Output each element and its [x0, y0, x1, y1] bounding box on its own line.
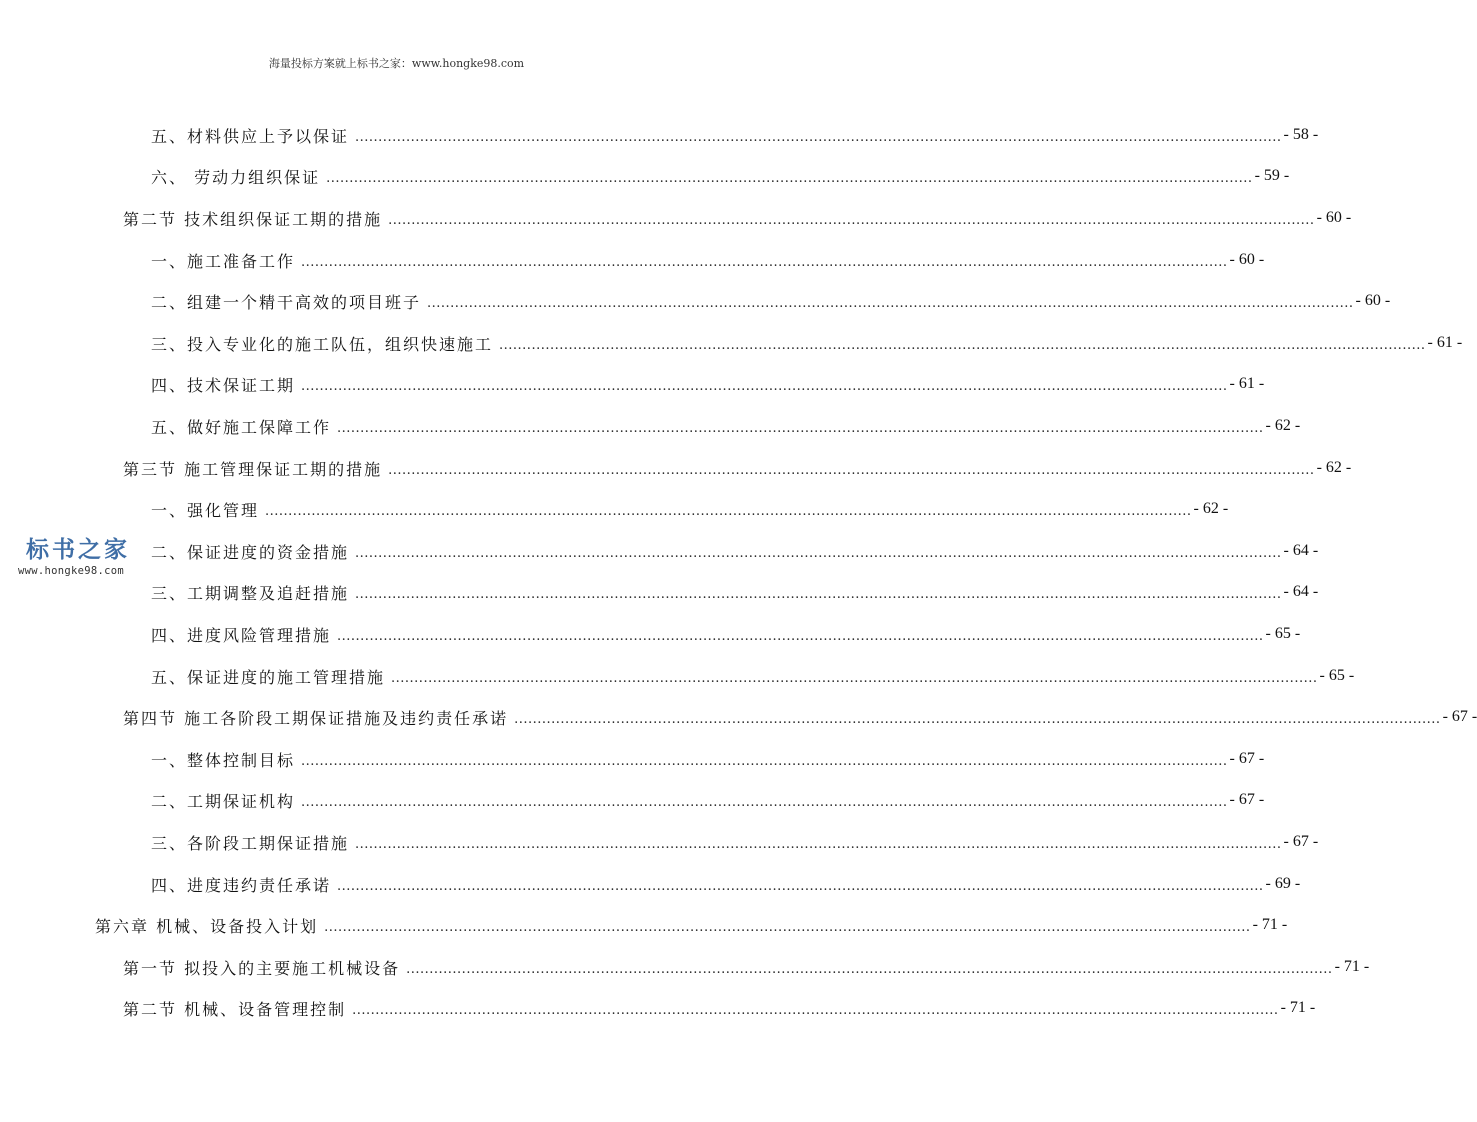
toc-leader-dots: ........................................................................................................................................................................................................	[355, 129, 1282, 145]
toc-entry[interactable]	[123, 993, 1316, 1023]
toc-leader-dots: ........................................................................................................................................................................................................	[391, 670, 1318, 686]
toc-entry[interactable]	[151, 619, 1301, 649]
toc-leader-dots: ........................................................................................................................................................................................................	[352, 1002, 1279, 1018]
toc-entry[interactable]	[151, 120, 1319, 150]
toc-entry[interactable]	[123, 702, 1477, 732]
toc-entry-label: 五、做好施工保障工作	[151, 417, 332, 437]
toc-entry[interactable]	[151, 827, 1319, 857]
toc-page-number: - 61 -	[1229, 375, 1265, 392]
toc-entry-label: 一、施工准备工作	[151, 251, 296, 271]
toc-entry-label: 六、 劳动力组织保证	[151, 167, 321, 187]
toc-leader-dots: ........................................................................................................................................................................................................	[514, 711, 1441, 727]
toc-leader-dots: ........................................................................................................................................................................................................	[337, 878, 1264, 894]
toc-leader-dots: ........................................................................................................................................................................................................	[406, 961, 1333, 977]
toc-leader-dots: ........................................................................................................................................................................................................	[301, 794, 1228, 810]
toc-entry-label: 第三节 施工管理保证工期的措施	[123, 459, 383, 479]
toc-page-number: - 62 -	[1265, 417, 1301, 434]
toc-entry[interactable]	[151, 785, 1265, 815]
toc-leader-dots: ........................................................................................................................................................................................................	[301, 753, 1228, 769]
toc-leader-dots: ........................................................................................................................................................................................................	[324, 919, 1251, 935]
toc-entry-label: 三、各阶段工期保证措施	[151, 833, 350, 853]
toc-entry[interactable]	[151, 869, 1301, 899]
toc-entry-label: 一、整体控制目标	[151, 750, 296, 770]
toc-entry-label: 三、投入专业化的施工队伍，组织快速施工	[151, 334, 494, 354]
toc-entry-label: 五、材料供应上予以保证	[151, 126, 350, 146]
toc-entry-label: 第四节 施工各阶段工期保证措施及违约责任承诺	[123, 708, 509, 728]
toc-page-number: - 64 -	[1283, 583, 1319, 600]
toc-entry[interactable]	[123, 952, 1370, 982]
toc-entry-label: 二、组建一个精干高效的项目班子	[151, 292, 422, 312]
toc-page-number: - 67 -	[1442, 708, 1477, 725]
toc-entry[interactable]	[151, 245, 1265, 275]
toc-entry[interactable]	[151, 286, 1391, 316]
toc-page-number: - 65 -	[1265, 625, 1301, 642]
toc-entry[interactable]	[151, 494, 1229, 524]
toc-page-number: - 62 -	[1316, 459, 1352, 476]
toc-entry-label: 四、进度违约责任承诺	[151, 875, 332, 895]
watermark-url: www.hongke98.com	[18, 565, 124, 577]
toc-page-number: - 60 -	[1229, 251, 1265, 268]
toc-entry-label: 三、工期调整及追赶措施	[151, 583, 350, 603]
toc-page-number: - 59 -	[1254, 167, 1290, 184]
toc-entry[interactable]	[95, 910, 1288, 940]
toc-leader-dots: ........................................................................................................................................................................................................	[301, 254, 1228, 270]
toc-entry[interactable]	[151, 536, 1319, 566]
toc-page-number: - 61 -	[1427, 334, 1463, 351]
toc-entry-label: 二、保证进度的资金措施	[151, 542, 350, 562]
toc-leader-dots: ........................................................................................................................................................................................................	[499, 337, 1426, 353]
toc-entry[interactable]	[151, 328, 1463, 358]
toc-page-number: - 62 -	[1193, 500, 1229, 517]
toc-leader-dots: ........................................................................................................................................................................................................	[355, 545, 1282, 561]
toc-page-number: - 64 -	[1283, 542, 1319, 559]
toc-entry[interactable]	[151, 411, 1301, 441]
toc-entry-label: 四、技术保证工期	[151, 375, 296, 395]
toc-entry[interactable]	[151, 744, 1265, 774]
toc-entry-label: 第六章 机械、设备投入计划	[95, 916, 319, 936]
toc-entry-label: 五、保证进度的施工管理措施	[151, 667, 386, 687]
toc-entry[interactable]	[151, 369, 1265, 399]
toc-entry-label: 四、进度风险管理措施	[151, 625, 332, 645]
toc-leader-dots: ........................................................................................................................................................................................................	[427, 295, 1354, 311]
toc-page-number: - 60 -	[1355, 292, 1391, 309]
toc-leader-dots: ........................................................................................................................................................................................................	[355, 836, 1282, 852]
toc-page-number: - 60 -	[1316, 209, 1352, 226]
toc-entry[interactable]	[151, 661, 1355, 691]
watermark-logo	[18, 536, 168, 578]
toc-leader-dots: ........................................................................................................................................................................................................	[388, 212, 1315, 228]
toc-entry[interactable]	[151, 577, 1319, 607]
toc-leader-dots: ........................................................................................................................................................................................................	[265, 503, 1192, 519]
toc-leader-dots: ........................................................................................................................................................................................................	[388, 462, 1315, 478]
toc-page-number: - 65 -	[1319, 667, 1355, 684]
toc-page-number: - 67 -	[1229, 750, 1265, 767]
toc-leader-dots: ........................................................................................................................................................................................................	[326, 170, 1253, 186]
toc-entry[interactable]	[151, 161, 1290, 191]
toc-page-number: - 58 -	[1283, 126, 1319, 143]
toc-leader-dots: ........................................................................................................................................................................................................	[301, 378, 1228, 394]
toc-page-number: - 71 -	[1334, 958, 1370, 975]
watermark-title: 标书之家	[26, 537, 130, 563]
toc-entry-label: 一、强化管理	[151, 500, 260, 520]
toc-leader-dots: ........................................................................................................................................................................................................	[355, 586, 1282, 602]
toc-entry-label: 第二节 机械、设备管理控制	[123, 999, 347, 1019]
toc-entry-label: 第二节 技术组织保证工期的措施	[123, 209, 383, 229]
toc-leader-dots: ........................................................................................................................................................................................................	[337, 628, 1264, 644]
toc-page-number: - 67 -	[1229, 791, 1265, 808]
toc-entry[interactable]	[123, 203, 1352, 233]
toc-page-number: - 67 -	[1283, 833, 1319, 850]
page-header: 海量投标方案就上标书之家：www.hongke98.com	[268, 57, 525, 70]
toc-page-number: - 69 -	[1265, 875, 1301, 892]
toc-entry[interactable]	[123, 453, 1352, 483]
toc-leader-dots: ........................................................................................................................................................................................................	[337, 420, 1264, 436]
toc-entry-label: 二、工期保证机构	[151, 791, 296, 811]
toc-page-number: - 71 -	[1280, 999, 1316, 1016]
toc-entry-label: 第一节 拟投入的主要施工机械设备	[123, 958, 401, 978]
toc-page-number: - 71 -	[1252, 916, 1288, 933]
